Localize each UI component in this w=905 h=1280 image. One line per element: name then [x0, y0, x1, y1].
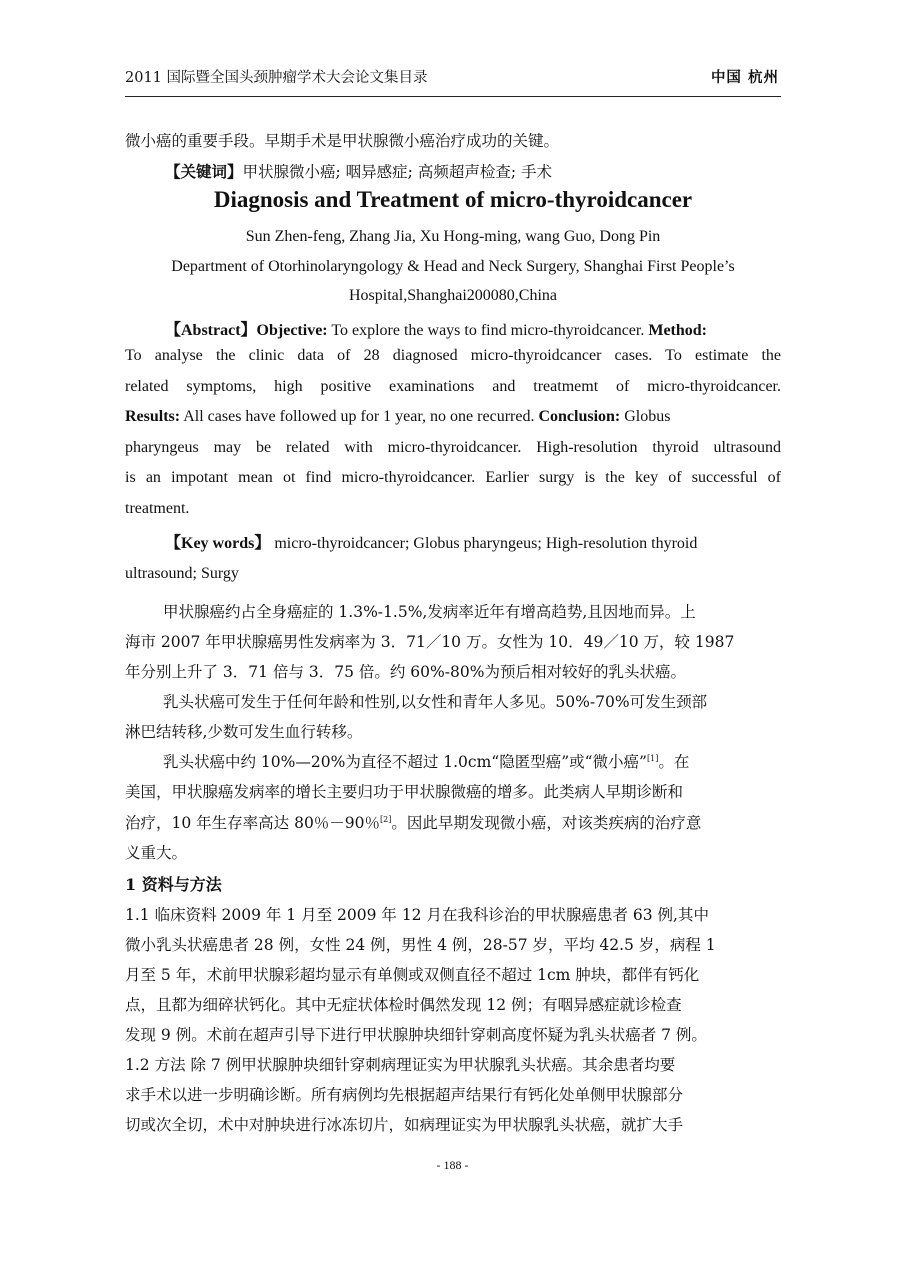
- conclusion-label: Conclusion:: [538, 408, 621, 425]
- para1-line1: 甲状腺癌约占全身癌症的 1.3%-1.5%,发病率近年有增高趋势,且因地而异。上: [163, 603, 696, 621]
- abstract-line-6: is an impotant mean ot find micro-thyroidcancer. Earlier surgy is the key of successful of: [125, 469, 781, 486]
- para3-line3: [125, 811, 781, 833]
- sec11-line5: 发现 9 例。术前在超声引导下进行甲状腺肿块细针穿刺高度怀疑为乳头状癌者 7 例。: [125, 1026, 707, 1044]
- citation-2: [2]: [380, 814, 392, 824]
- objective-label: Objective:: [256, 322, 328, 339]
- affiliation-line-2: Hospital,Shanghai200080,China: [349, 287, 557, 304]
- affiliation-line-1: Department of Otorhinolaryngology & Head and Neck Surgery, Shanghai First People’s: [171, 258, 735, 275]
- abstract-line-1: [165, 317, 781, 340]
- abstract-line-5: pharyngeus may be related with micro-thyroidcancer. High-resolution thyroid ultrasound: [125, 439, 781, 456]
- page-number: - 188 -: [436, 1158, 469, 1172]
- abstract-line-4: [125, 408, 781, 426]
- objective-text: To explore the ways to find micro-thyroidcancer.: [327, 322, 649, 339]
- para3-line3-text: 治疗，10 年生存率高达 80％－90％: [125, 814, 381, 832]
- english-title: Diagnosis and Treatment of micro-thyroidcancer: [213, 187, 693, 212]
- sec12-line2: 求手术以进一步明确诊断。所有病例均先根据超声结果行有钙化处单侧甲状腺部分: [125, 1086, 684, 1104]
- keywords-en-label: 【Key words】: [165, 535, 271, 552]
- para2-line2: 淋巴结转移,少数可发生血行转移。: [125, 723, 363, 741]
- sec11-line2: 微小乳头状癌患者 28 例，女性 24 例，男性 4 例，28-57 岁，平均 42.5 岁，病程 1: [125, 936, 716, 954]
- para3-line1-end: 。在: [658, 753, 690, 771]
- keywords-cn: [165, 160, 821, 182]
- abstract-line-2: To analyse the clinic data of 28 diagnosed micro-thyroidcancer cases. To estimate the: [125, 347, 781, 364]
- keywords-en-text: micro-thyroidcancer; Globus pharyngeus; High-resolution thyroid: [270, 535, 698, 552]
- keywords-cn-label: 【关键词】: [165, 162, 243, 181]
- para2-line1: 乳头状癌可发生于任何年龄和性别,以女性和青年人多见。50%-70%可发生颈部: [163, 693, 708, 711]
- para3-line1-text: 乳头状癌中约 10%—20%为直径不超过 1.0cm“隐匿型癌”或“微小癌”: [163, 753, 647, 771]
- keywords-en-line-1: [165, 530, 781, 553]
- para3-line2: 美国，甲状腺癌发病率的增长主要归功于甲状腺微癌的增多。此类病人早期诊断和: [125, 783, 684, 801]
- abstract-cn-last-line: 微小癌的重要手段。早期手术是甲状腺微小癌治疗成功的关键。: [125, 132, 560, 150]
- section-1-heading: 1 资料与方法: [125, 875, 222, 894]
- para3-line3-end: 。因此早期发现微小癌，对该类疾病的治疗意: [391, 814, 702, 832]
- header-location: 中国 杭州: [710, 69, 779, 86]
- sec11-line4: 点，且都为细碎状钙化。其中无症状体检时偶然发现 12 例；有咽异感症就诊检查: [125, 996, 682, 1014]
- abstract-label: 【Abstract】: [165, 322, 257, 339]
- abstract-line-7: treatment.: [125, 500, 190, 517]
- running-header: [125, 58, 781, 97]
- results-label: Results:: [125, 408, 181, 425]
- results-text: All cases have followed up for 1 year, no one recurred.: [180, 408, 539, 425]
- citation-1: [1]: [646, 753, 659, 763]
- sec12-line3: 切或次全切，术中对肿块进行冰冻切片，如病理证实为甲状腺乳头状癌，就扩大手: [125, 1116, 684, 1134]
- method-label: Method:: [648, 322, 707, 339]
- sec12-line1: 1.2 方法 除 7 例甲状腺肿块细针穿刺病理证实为甲状腺乳头状癌。其余患者均要: [125, 1056, 676, 1074]
- authors: Sun Zhen-feng, Zhang Jia, Xu Hong-ming, wang Guo, Dong Pin: [245, 228, 661, 245]
- para3-line1: [163, 750, 819, 772]
- para1-line2: 海市 2007 年甲状腺癌男性发病率为 3．71／10 万。女性为 10．49／10 万，较 1987: [125, 633, 735, 651]
- conclusion-text-start: Globus: [620, 408, 671, 425]
- para1-line3: 年分别上升了 3．71 倍与 3．75 倍。约 60%-80%为预后相对较好的乳头状癌。: [125, 663, 686, 681]
- keywords-cn-text: 甲状腺微小癌; 咽异感症; 高频超声检查; 手术: [242, 163, 552, 181]
- sec11-line3: 月至 5 年，术前甲状腺彩超均显示有单侧或双侧直径不超过 1cm 肿块，都伴有钙化: [125, 966, 700, 984]
- keywords-en-line-2: ultrasound; Surgy: [125, 565, 239, 582]
- sec11-line1: 1.1 临床资料 2009 年 1 月至 2009 年 12 月在我科诊治的甲状腺癌患者 63 例,其中: [125, 906, 709, 924]
- para3-line4: 义重大。: [125, 844, 188, 862]
- header-proceedings-title: 2011 国际暨全国头颈肿瘤学术大会论文集目录: [125, 70, 428, 86]
- abstract-line-3: related symptoms, high positive examinations and treatmemt of micro-thyroidcancer.: [125, 378, 781, 395]
